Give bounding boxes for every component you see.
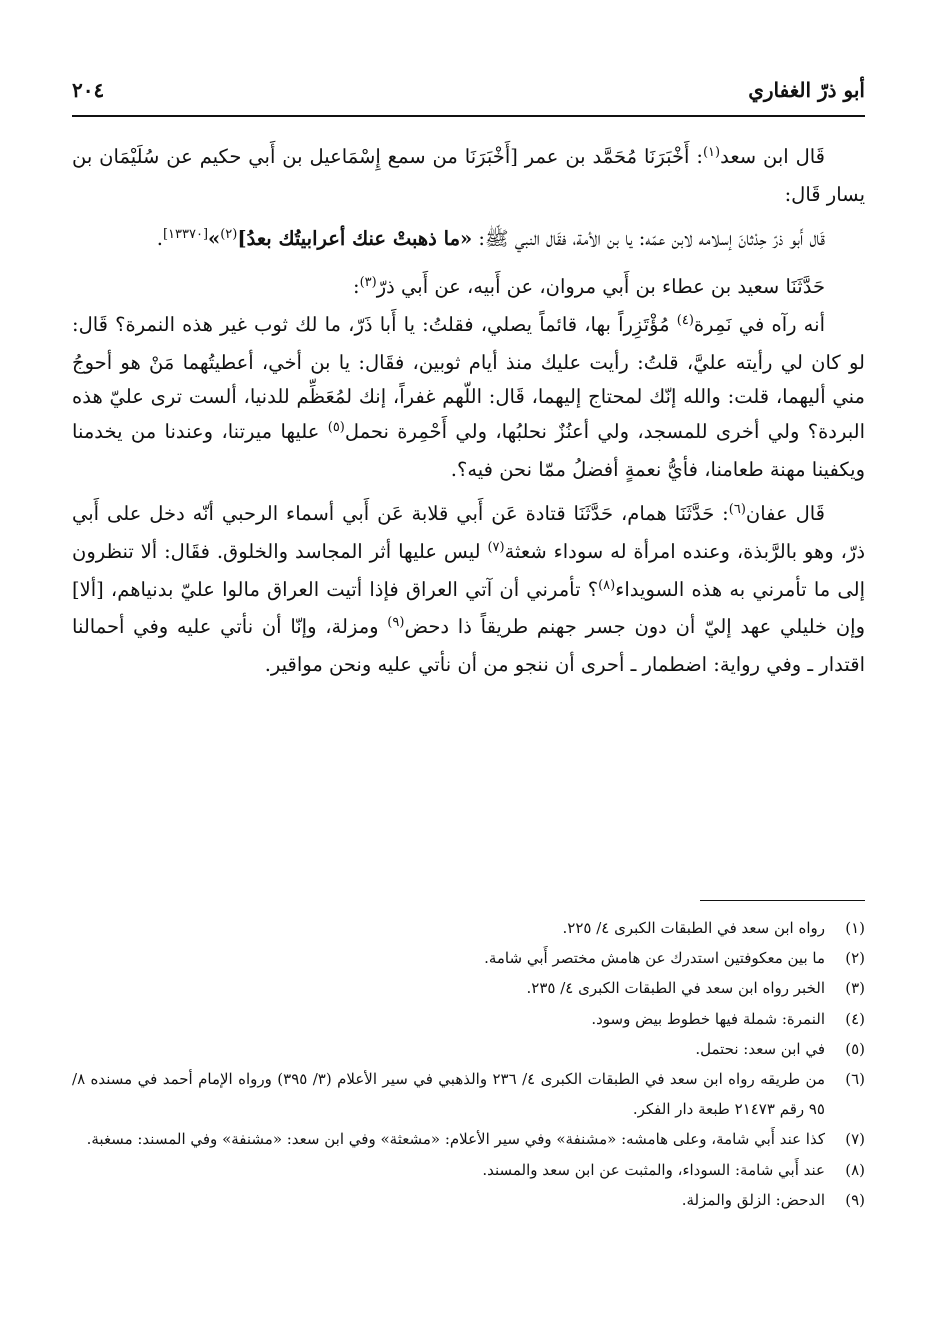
paragraph-isnad-1 bbox=[72, 140, 865, 212]
footnote-text: عند أَبي شامة: السوداء، والمثبت عن ابن سعد والمسند. bbox=[482, 1160, 825, 1179]
text-segment: : حَدَّثَنَا همام، حَدَّثَنَا قتادة عَن أَبي قلابة عَن أَبي أسماء الرحبي أنّه دخل على أَبي ذرّ، وهو بالرَّبذة، وعنده امرأة له سوداء شعثة bbox=[72, 502, 866, 564]
page-number: ٢٠٤ bbox=[72, 78, 105, 102]
paragraph-hadith-1 bbox=[72, 222, 865, 260]
footnote-text: كذا عند أَبي شامة، وعلى هامشه: «مشنفة» وفي سير الأعلام: «مشعثة» وفي ابن سعد: «مشنفة» وفي المسند: مسغبة. bbox=[86, 1130, 825, 1149]
running-head: أبو ذرّ الغفاري bbox=[748, 78, 865, 102]
text-segment: أنه رآه في نَمِرة bbox=[693, 312, 825, 336]
main-text bbox=[72, 140, 865, 693]
footnote-ref: (٤) bbox=[676, 312, 694, 328]
footnote-number: (٣) bbox=[845, 979, 865, 998]
footnote bbox=[72, 1124, 865, 1154]
footnote bbox=[72, 943, 865, 973]
footnote-text: في ابن سعد: نحتمل. bbox=[695, 1039, 825, 1058]
footnote-ref: (٦) bbox=[728, 502, 746, 518]
footnote bbox=[72, 1004, 865, 1034]
footnote bbox=[72, 1034, 865, 1064]
text-segment: قَال عفان bbox=[745, 502, 825, 526]
footnote-number: (٩) bbox=[845, 1190, 865, 1209]
footnote-separator bbox=[700, 900, 865, 901]
header-rule bbox=[72, 115, 865, 117]
record-number: [١٣٣٧٠] bbox=[162, 227, 209, 243]
footnote-ref: (٧) bbox=[487, 540, 505, 556]
footnote-number: (٢) bbox=[845, 949, 865, 968]
footnote bbox=[72, 1064, 865, 1124]
text-segment: ؟ تأمرني أن آتي العراق فإذا أتيت العراق مالوا عليّ بدنياهم، [ألا] وإن خليلي عهد إليّ أن دون جسر جهنم طريقاً ذا دحض bbox=[72, 577, 865, 639]
footnote-number: (٥) bbox=[845, 1039, 865, 1058]
footnote bbox=[72, 1185, 865, 1215]
text-segment: عليها ميرتنا، وعندنا من يخدمنا ويكفينا مهنة طعامنا، فأيُّ نعمةٍ أفضلُ ممّا نحن فيه؟. bbox=[72, 419, 865, 481]
text-segment: . bbox=[156, 227, 163, 251]
text-segment: قَال ابن سعد bbox=[720, 145, 826, 168]
page-header bbox=[72, 74, 865, 114]
text-segment: حَدَّثَنَا سعيد بن عطاء بن أَبي مروان، عن أَبيه، عن أَبي ذرّ bbox=[376, 275, 825, 299]
footnote-ref: (١) bbox=[702, 145, 721, 160]
footnote-text: من طريقه رواه ابن سعد في الطبقات الكبرى ٤/ ٢٣٦ والذهبي في سير الأعلام (٣/ ٣٩٥) ورواه الإمام أحمد في مسنده ٨/ ٩٥ رقم ٢١٤٧٣ طبعة دار الفكر. bbox=[72, 1070, 825, 1119]
footnote bbox=[72, 973, 865, 1003]
paragraph-hadith-2 bbox=[72, 308, 865, 488]
footnote-text: الدحض: الزلق والمزلة. bbox=[681, 1190, 825, 1209]
text-segment: : أَخْبَرَنَا مُحَمَّد بن عمر [أَخْبَرَنَا من سمع إِسْمَاعيل بن أَبي حكيم عن سُلَيْمَان بن يسار قَال: bbox=[72, 145, 865, 206]
footnote-number: (٤) bbox=[845, 1009, 865, 1028]
text-segment: ومزلة، وإنّا أن نأتي عليه وفي أحمالنا اقتدار ـ وفي رواية: اضطمار ـ أحرى أن ننجو من أن نأتي عليه ونحن مواقير. bbox=[72, 615, 865, 677]
text-segment: ليس عليها أثر المجاسد والخلوق. فقَال: ألا تنظرون إلى ما تأمرني به هذه السويداء bbox=[72, 540, 865, 601]
footnote-number: (٨) bbox=[845, 1160, 865, 1179]
paragraph-isnad-2 bbox=[72, 270, 865, 308]
footnote-number: (٦) bbox=[845, 1070, 865, 1089]
footnote-number: (١) bbox=[845, 919, 865, 937]
footnote-text: النمرة: شملة فيها خطوط بيض وسود. bbox=[591, 1009, 825, 1028]
footnote bbox=[72, 913, 865, 943]
footnote-ref: (٩) bbox=[387, 615, 405, 631]
text-segment: مُؤْتَزِراً بها، قائماً يصلي، فقلتُ: يا أَبا ذَرّ، ما لك ثوب غير هذه النمرة؟ قَال: لو كان لي رأيته عليَّ، قلتُ: رأيت عليك منذ أيام ثوبين، فقَال: يا بن أخي، أعطيتُهما مَنْ هو أحوجُ مني أليهما، قلت: والله إنّك لمحتاج إليهما، قَال: اللّهم غفراً، إنك لمُعَظِّم للدنيا، ألست ترى عليّ هذه البردة؟ ولي أخرى للمسجد، ولي أعنُزٌ نحلبُها، ولي أَحْمِرة نحمل bbox=[72, 312, 865, 443]
paragraph-hadith-3 bbox=[72, 497, 865, 683]
footnote-ref: (٨) bbox=[598, 577, 616, 593]
footnote-number: (٧) bbox=[845, 1130, 865, 1149]
text-segment: : bbox=[353, 275, 360, 299]
quote-close: » bbox=[208, 227, 221, 251]
footnote-ref: (٢) bbox=[220, 227, 238, 243]
footnote-text: ما بين معكوفتين استدرك عن هامش مختصر أَبي شامة. bbox=[484, 949, 825, 968]
footnote-text: الخبر رواه ابن سعد في الطبقات الكبرى ٤/ ٢٣٥. bbox=[526, 979, 825, 998]
bold-quote: «ما ذهبتْ عنك أعرابيتُك بعدُ] bbox=[237, 227, 473, 251]
footnote-ref: (٣) bbox=[359, 275, 377, 291]
footnote-ref: (٥) bbox=[327, 419, 345, 435]
footnotes bbox=[72, 913, 865, 1215]
footnote bbox=[72, 1155, 865, 1185]
footnote-text: رواه ابن سعد في الطبقات الكبرى ٤/ ٢٢٥. bbox=[562, 919, 825, 937]
text-segment: قَال أَبو ذرّ حِدْثانَ إسلامه لابن عمّه: يا بن الأمة، فقَال النبي ﷺ: bbox=[472, 227, 825, 251]
